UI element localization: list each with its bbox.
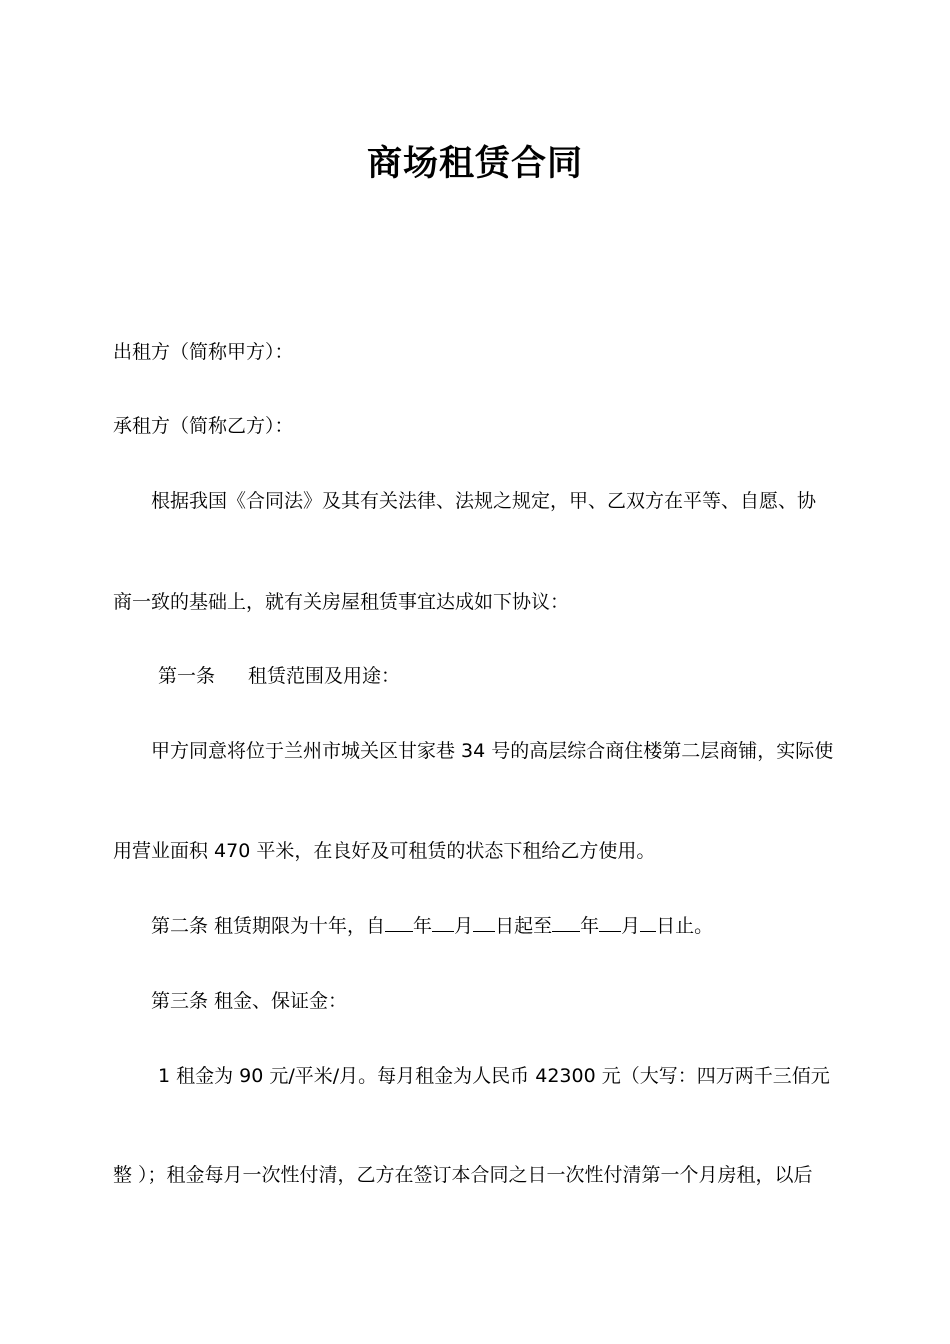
article-1-heading: 第一条 — [158, 665, 216, 687]
article-2-line — [151, 913, 713, 939]
article-2-month-1: 月 — [454, 915, 474, 937]
article-2-day-1: 日起至 — [495, 915, 553, 937]
lessor-label: 出租方（简称甲方）： — [113, 341, 294, 363]
article-2-year-2: 年 — [580, 915, 600, 937]
article-3-line-1: 1 租金为 90 元/平米/月。每月租金为人民币 42300 元（大写：四万两千三佰元 — [158, 1065, 830, 1087]
document-title: 商场租赁合同 — [366, 144, 583, 184]
preamble-line-2: 商一致的基础上，就有关房屋租赁事宜达成如下协议： — [113, 591, 570, 613]
article-1-line-2: 用营业面积 470 平米，在良好及可租赁的状态下租给乙方使用。 — [113, 840, 656, 862]
article-3-heading: 第三条 租金、保证金： — [151, 990, 348, 1012]
article-3-line-2: 整 ）；租金每月一次性付清，乙方在签订本合同之日一次性付清第一个月房租，以后 — [113, 1164, 813, 1186]
blank-end-year — [552, 913, 580, 932]
lessee-label: 承租方（简称乙方）： — [113, 415, 294, 437]
blank-end-day — [640, 913, 656, 932]
article-2-prefix: 第二条 租赁期限为十年，自 — [151, 915, 386, 937]
article-2-day-2: 日止。 — [656, 915, 714, 937]
blank-start-year — [385, 913, 413, 932]
article-2-month-2: 月 — [621, 915, 641, 937]
blank-end-month — [599, 913, 621, 932]
blank-start-day — [473, 913, 495, 932]
article-1-title: 租赁范围及用途： — [248, 665, 401, 687]
article-2-year-1: 年 — [413, 915, 433, 937]
blank-start-month — [432, 913, 454, 932]
preamble-line-1: 根据我国《合同法》及其有关法律、法规之规定，甲、乙双方在平等、自愿、协 — [151, 490, 817, 512]
article-1-line-1: 甲方同意将位于兰州市城关区甘家巷 34 号的高层综合商住楼第二层商铺，实际使 — [151, 740, 834, 762]
